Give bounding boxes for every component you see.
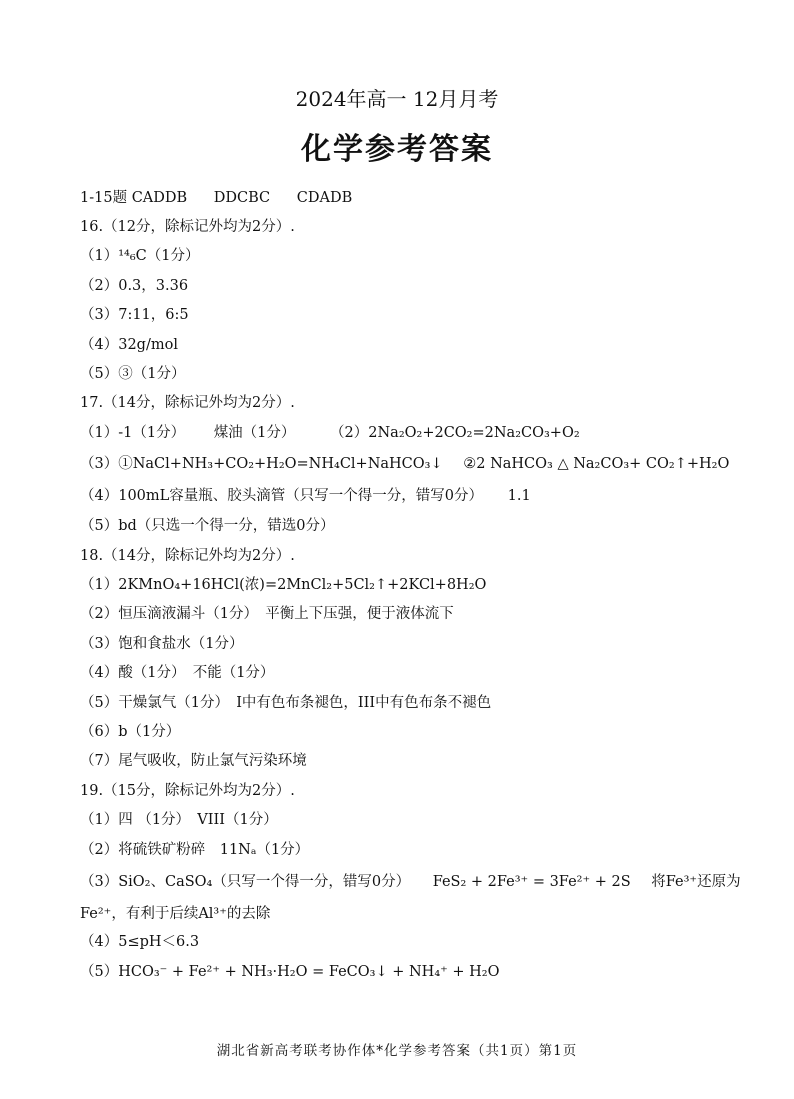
q17-answer-5: （5）bd（只选一个得一分，错选0分） (80, 518, 335, 534)
q17-answer-1a: （1）-1（1分） (80, 425, 186, 441)
q16-answer-5: （5）③（1分） (80, 366, 186, 382)
q17-answer-row-1 (80, 423, 580, 443)
q17-answer-4a: （4）100mL容量瓶、胶头滴管（只写一个得一分，错写0分） (80, 488, 484, 504)
q17-answer-1b: 煤油（1分） (213, 425, 296, 441)
q17-title: 17.（14分，除标记外均为2分）. (80, 395, 295, 411)
page-footer: 湖北省新高考联考协作体*化学参考答案（共1页）第1页 (216, 1043, 578, 1059)
q18-answer-5: （5）干燥氯气（1分） I中有色布条褪色，III中有色布条不褪色 (80, 695, 492, 711)
q16-answer-3: （3）7:11，6:5 (80, 307, 189, 323)
q19-answer-row-3 (80, 872, 741, 892)
mc-group-1: CADDB (131, 190, 188, 206)
subject-title: 化学参考答案 (301, 132, 493, 167)
q19-answer-3a: （3）SiO₂、CaSO₄（只写一个得一分，错写0分） (80, 874, 411, 890)
q19-answer-4: （4）5≤pH＜6.3 (80, 934, 200, 950)
q18-answer-1: （1）2KMnO₄+16HCl(浓)=2MnCl₂+5Cl₂↑+2KCl+8H₂O (80, 577, 487, 593)
q19-answer-1: （1）四 （1分） VIII（1分） (80, 812, 278, 828)
q18-answer-2: （2）恒压滴液漏斗（1分） 平衡上下压强，便于液体流下 (80, 606, 454, 622)
exam-title: 2024年高一 12月月考 (295, 87, 499, 111)
q18-answer-4: （4）酸（1分） 不能（1分） (80, 665, 275, 681)
q16-title: 16.（12分，除标记外均为2分）. (80, 219, 295, 235)
q17-answer-3b: ②2 NaHCO₃ △ Na₂CO₃+ CO₂↑+H₂O (463, 456, 730, 472)
q17-answer-3a: （3）①NaCl+NH₃+CO₂+H₂O=NH₄Cl+NaHCO₃↓ (80, 456, 443, 472)
mc-group-2: DDCBC (213, 190, 271, 206)
q18-title: 18.（14分，除标记外均为2分）. (80, 548, 295, 564)
q19-answer-2: （2）将硫铁矿粉碎 11Nₐ（1分） (80, 842, 310, 858)
q16-answer-4: （4）32g/mol (80, 337, 178, 353)
q18-answer-3: （3）饱和食盐水（1分） (80, 636, 244, 652)
q18-answer-7: （7）尾气吸收，防止氯气污染环境 (80, 753, 307, 769)
q19-answer-3-continued: Fe²⁺，有利于后续Al³⁺的去除 (80, 906, 271, 922)
q17-answer-4b: 1.1 (507, 488, 531, 504)
q19-answer-3c: 将Fe³⁺还原为 (651, 874, 741, 890)
mc-label: 1-15题 (80, 190, 128, 206)
q18-answer-6: （6）b（1分） (80, 724, 181, 740)
q19-title: 19.（15分，除标记外均为2分）. (80, 783, 295, 799)
q16-answer-1: （1）¹⁴₆C（1分） (80, 248, 200, 264)
q19-answer-3b: FeS₂ + 2Fe³⁺ = 3Fe²⁺ + 2S (432, 874, 631, 890)
q19-answer-5: （5）HCO₃⁻ + Fe²⁺ + NH₃·H₂O = FeCO₃↓ + NH₄⁺ + H₂O (80, 964, 500, 980)
q17-answer-row-3 (80, 454, 729, 474)
q16-answer-2: （2）0.3，3.36 (80, 278, 189, 294)
q17-answer-2: （2）2Na₂O₂+2CO₂=2Na₂CO₃+O₂ (330, 425, 580, 441)
mc-group-3: CDADB (296, 190, 353, 206)
q17-answer-row-4 (80, 486, 531, 506)
mc-answers-row (80, 188, 352, 208)
